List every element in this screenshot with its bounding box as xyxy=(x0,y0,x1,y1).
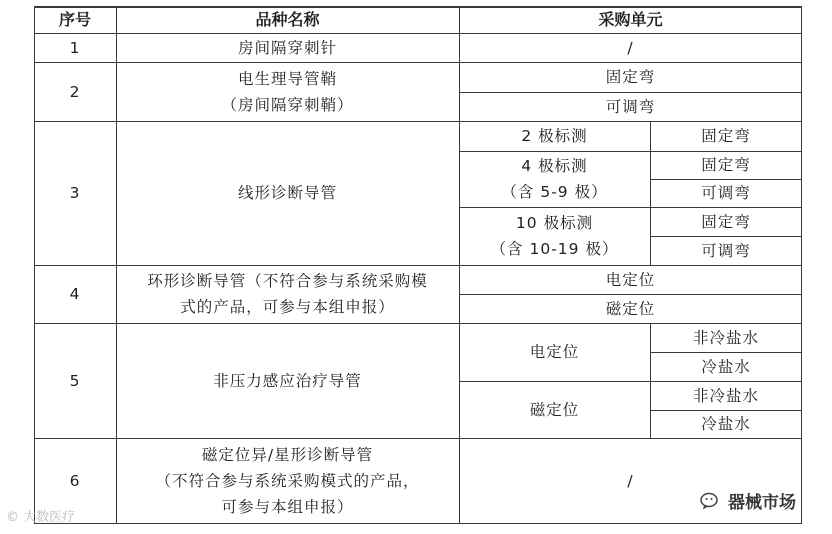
row3-group2-unit2: 可调弯 xyxy=(701,184,751,202)
row4-name-line1: 环形诊断导管（不符合参与系统采购模 xyxy=(147,272,428,290)
row5-group1-unit1: 非冷盐水 xyxy=(692,328,759,347)
row5-group1-label: 电定位 xyxy=(529,343,580,361)
wechat-icon xyxy=(700,492,722,510)
row6-index: 6 xyxy=(69,471,81,490)
row3-group3-label xyxy=(459,207,650,265)
row2-index: 2 xyxy=(69,82,81,101)
watermark-right-text: 器械市场 xyxy=(728,493,796,513)
row4-unit-1: 电定位 xyxy=(605,270,656,289)
row2-name xyxy=(116,62,459,121)
row4-name xyxy=(116,265,459,323)
row5-group2-unit1: 非冷盐水 xyxy=(692,386,759,405)
row5-group2-label: 磁定位 xyxy=(529,400,580,419)
watermark-right xyxy=(700,488,796,513)
row5-group1-unit2: 冷盐水 xyxy=(701,357,751,376)
row4-unit-2: 磁定位 xyxy=(605,299,656,318)
row3-group3-label-line2: （含 10-19 极） xyxy=(490,240,619,258)
row3-group3-label-line1: 10 极标测 xyxy=(515,214,594,232)
row5-group2-unit2: 冷盐水 xyxy=(701,415,751,433)
row2-unit-2: 可调弯 xyxy=(605,97,656,116)
row3-group1-label: 2 极标测 xyxy=(521,127,588,145)
procurement-table xyxy=(34,6,802,524)
row5-name: 非压力感应治疗导管 xyxy=(213,371,362,390)
row5-index: 5 xyxy=(69,371,81,390)
row6-name xyxy=(116,438,459,523)
row4-index: 4 xyxy=(69,285,81,303)
row3-name: 线形诊断导管 xyxy=(237,184,337,202)
row1-name: 房间隔穿刺针 xyxy=(237,38,337,57)
row3-group2-label xyxy=(459,151,650,207)
row2-name-line2: （房间隔穿刺鞘） xyxy=(221,95,354,114)
row1-unit: / xyxy=(627,38,634,57)
row6-name-line3: 可参与本组申报） xyxy=(221,497,354,516)
row3-index: 3 xyxy=(69,184,81,202)
row4-name-line2: 式的产品，可参与本组申报） xyxy=(180,298,395,316)
row6-unit: / xyxy=(627,471,634,490)
row3-group2-unit1: 固定弯 xyxy=(701,156,751,174)
row3-group3-unit2: 可调弯 xyxy=(701,241,751,260)
row2-unit-1: 固定弯 xyxy=(605,68,656,86)
row6-name-line1: 磁定位异/星形诊断导管 xyxy=(201,445,374,464)
row3-group1-unit1: 固定弯 xyxy=(701,127,751,145)
row6-name-line2: （不符合参与系统采购模式的产品， xyxy=(155,471,420,490)
header-index: 序号 xyxy=(58,9,91,29)
header-unit: 采购单元 xyxy=(598,9,663,29)
header-name: 品种名称 xyxy=(255,9,320,29)
watermark-left: © 大数医疗 xyxy=(6,510,76,525)
row2-name-line1: 电生理导管鞘 xyxy=(237,69,337,88)
row3-group3-unit1: 固定弯 xyxy=(701,212,751,231)
row1-index: 1 xyxy=(69,38,81,57)
row3-group2-label-line2: （含 5-9 极） xyxy=(501,183,608,201)
row3-group2-label-line1: 4 极标测 xyxy=(521,157,588,175)
